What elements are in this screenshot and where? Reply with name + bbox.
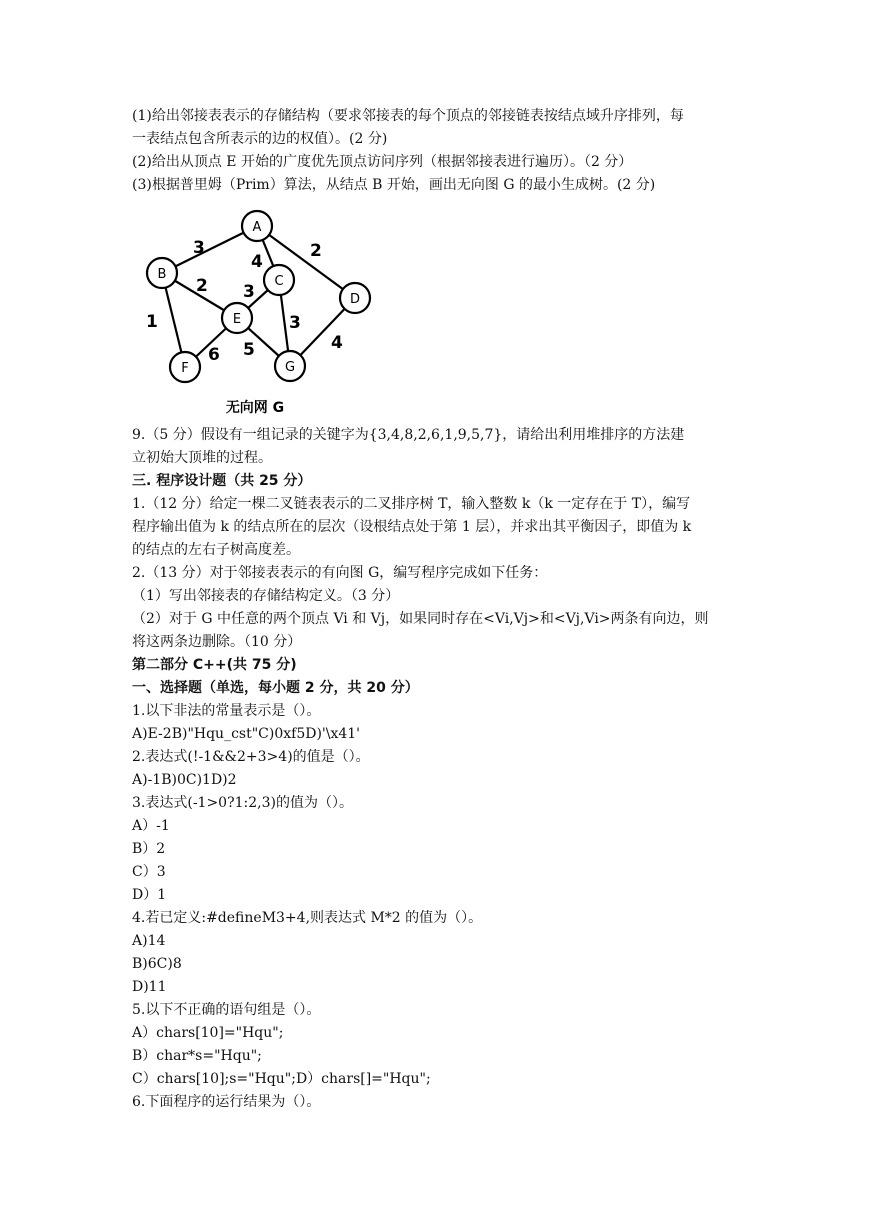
weight-dg: 4 (331, 333, 343, 353)
weight-ce: 3 (243, 282, 255, 302)
weight-ef: 6 (208, 345, 220, 365)
section-heading: 第二部分 C++(共 75 分) (132, 657, 297, 673)
text-line: 程序输出值为 k 的结点所在的层次（设根结点处于第 1 层），并求出其平衡因子，即值为 k (132, 519, 692, 535)
graph-nodes (147, 211, 370, 382)
option-line: A)E-2B)"Hqu_cst"C)0xf5D)'\x41' (132, 726, 361, 742)
weight-eg: 5 (243, 340, 255, 360)
text-line: 一表结点包含所表示的边的权值）。(2 分) (132, 131, 388, 147)
text-line: （1）写出邻接表的存储结构定义。（3 分） (132, 588, 400, 604)
undirected-graph-figure (138, 200, 378, 420)
node-b-label: B (157, 267, 167, 282)
weight-ad: 2 (310, 241, 322, 261)
node-e-label: E (232, 312, 242, 327)
text-line: 1.（12 分）给定一棵二叉链表表示的二叉排序树 T，输入整数 k（k 一定存在于 T），编写 (132, 496, 691, 512)
option-line: D）1 (132, 887, 167, 903)
question-line: 4.若已定义:#defineM3+4,则表达式 M*2 的值为（）。 (132, 910, 483, 926)
graph-svg (138, 200, 378, 420)
node-a-label: A (252, 220, 262, 235)
text-line: 将这两条边删除。（10 分） (132, 634, 302, 650)
question-line: 3.表达式(-1>0?1:2,3)的值为（）。 (132, 795, 353, 811)
question-line: 5.以下不正确的语句组是（）。 (132, 1002, 321, 1018)
node-g-label: G (284, 360, 296, 375)
option-line: B）2 (132, 841, 166, 857)
option-line: A)14 (132, 933, 166, 949)
section-heading: 三. 程序设计题（共 25 分） (132, 473, 312, 489)
section-heading: 一、选择题（单选，每小题 2 分，共 20 分） (132, 680, 419, 696)
option-line: B)6C)8 (132, 956, 182, 972)
text-line: 的结点的左右子树高度差。 (132, 542, 300, 558)
weight-cg: 3 (289, 313, 301, 333)
option-line: A）-1 (132, 818, 170, 834)
text-line: 9.（5 分）假设有一组记录的关键字为{3,4,8,2,6,1,9,5,7}，请给出利用堆排序的方法建 (132, 427, 685, 443)
graph-edges (162, 226, 355, 367)
option-line: C）3 (132, 864, 166, 880)
question-line: 6.下面程序的运行结果为（）。 (132, 1094, 321, 1110)
question-line: 2.表达式(!-1&&2+3>4)的值是（）。 (132, 749, 370, 765)
weight-bf: 1 (146, 312, 158, 332)
option-line: C）chars[10];s="Hqu";D）chars[]="Hqu"; (132, 1071, 431, 1087)
text-line: (3)根据普里姆（Prim）算法，从结点 B 开始，画出无向图 G 的最小生成树。(2 分) (132, 177, 656, 193)
text-line: 立初始大顶堆的过程。 (132, 450, 272, 466)
option-line: A）chars[10]="Hqu"; (132, 1025, 284, 1041)
node-c-label: C (274, 274, 284, 289)
option-line: D)11 (132, 979, 167, 995)
option-line: B）char*s="Hqu"; (132, 1048, 262, 1064)
text-line: (1)给出邻接表表示的存储结构（要求邻接表的每个顶点的邻接链表按结点域升序排列，每 (132, 108, 684, 124)
edge-weights (146, 238, 343, 365)
text-line: 2.（13 分）对于邻接表表示的有向图 G，编写程序完成如下任务： (132, 565, 548, 581)
node-f-label: F (181, 361, 189, 376)
text-line: （2）对于 G 中任意的两个顶点 Vi 和 Vj，如果同时存在<Vi,Vj>和<Vj,Vi>两条有向边，则 (132, 611, 709, 627)
question-line: 1.以下非法的常量表示是（）。 (132, 703, 321, 719)
node-d-label: D (349, 292, 361, 307)
graph-caption: 无向网 G (225, 400, 285, 416)
weight-ac: 4 (251, 252, 263, 272)
text-line: (2)给出从顶点 E 开始的广度优先顶点访问序列（根据邻接表进行遍历）。（2 分） (132, 154, 633, 170)
weight-ab: 3 (193, 238, 205, 258)
option-line: A)-1B)0C)1D)2 (132, 772, 237, 788)
weight-be: 2 (196, 276, 208, 296)
